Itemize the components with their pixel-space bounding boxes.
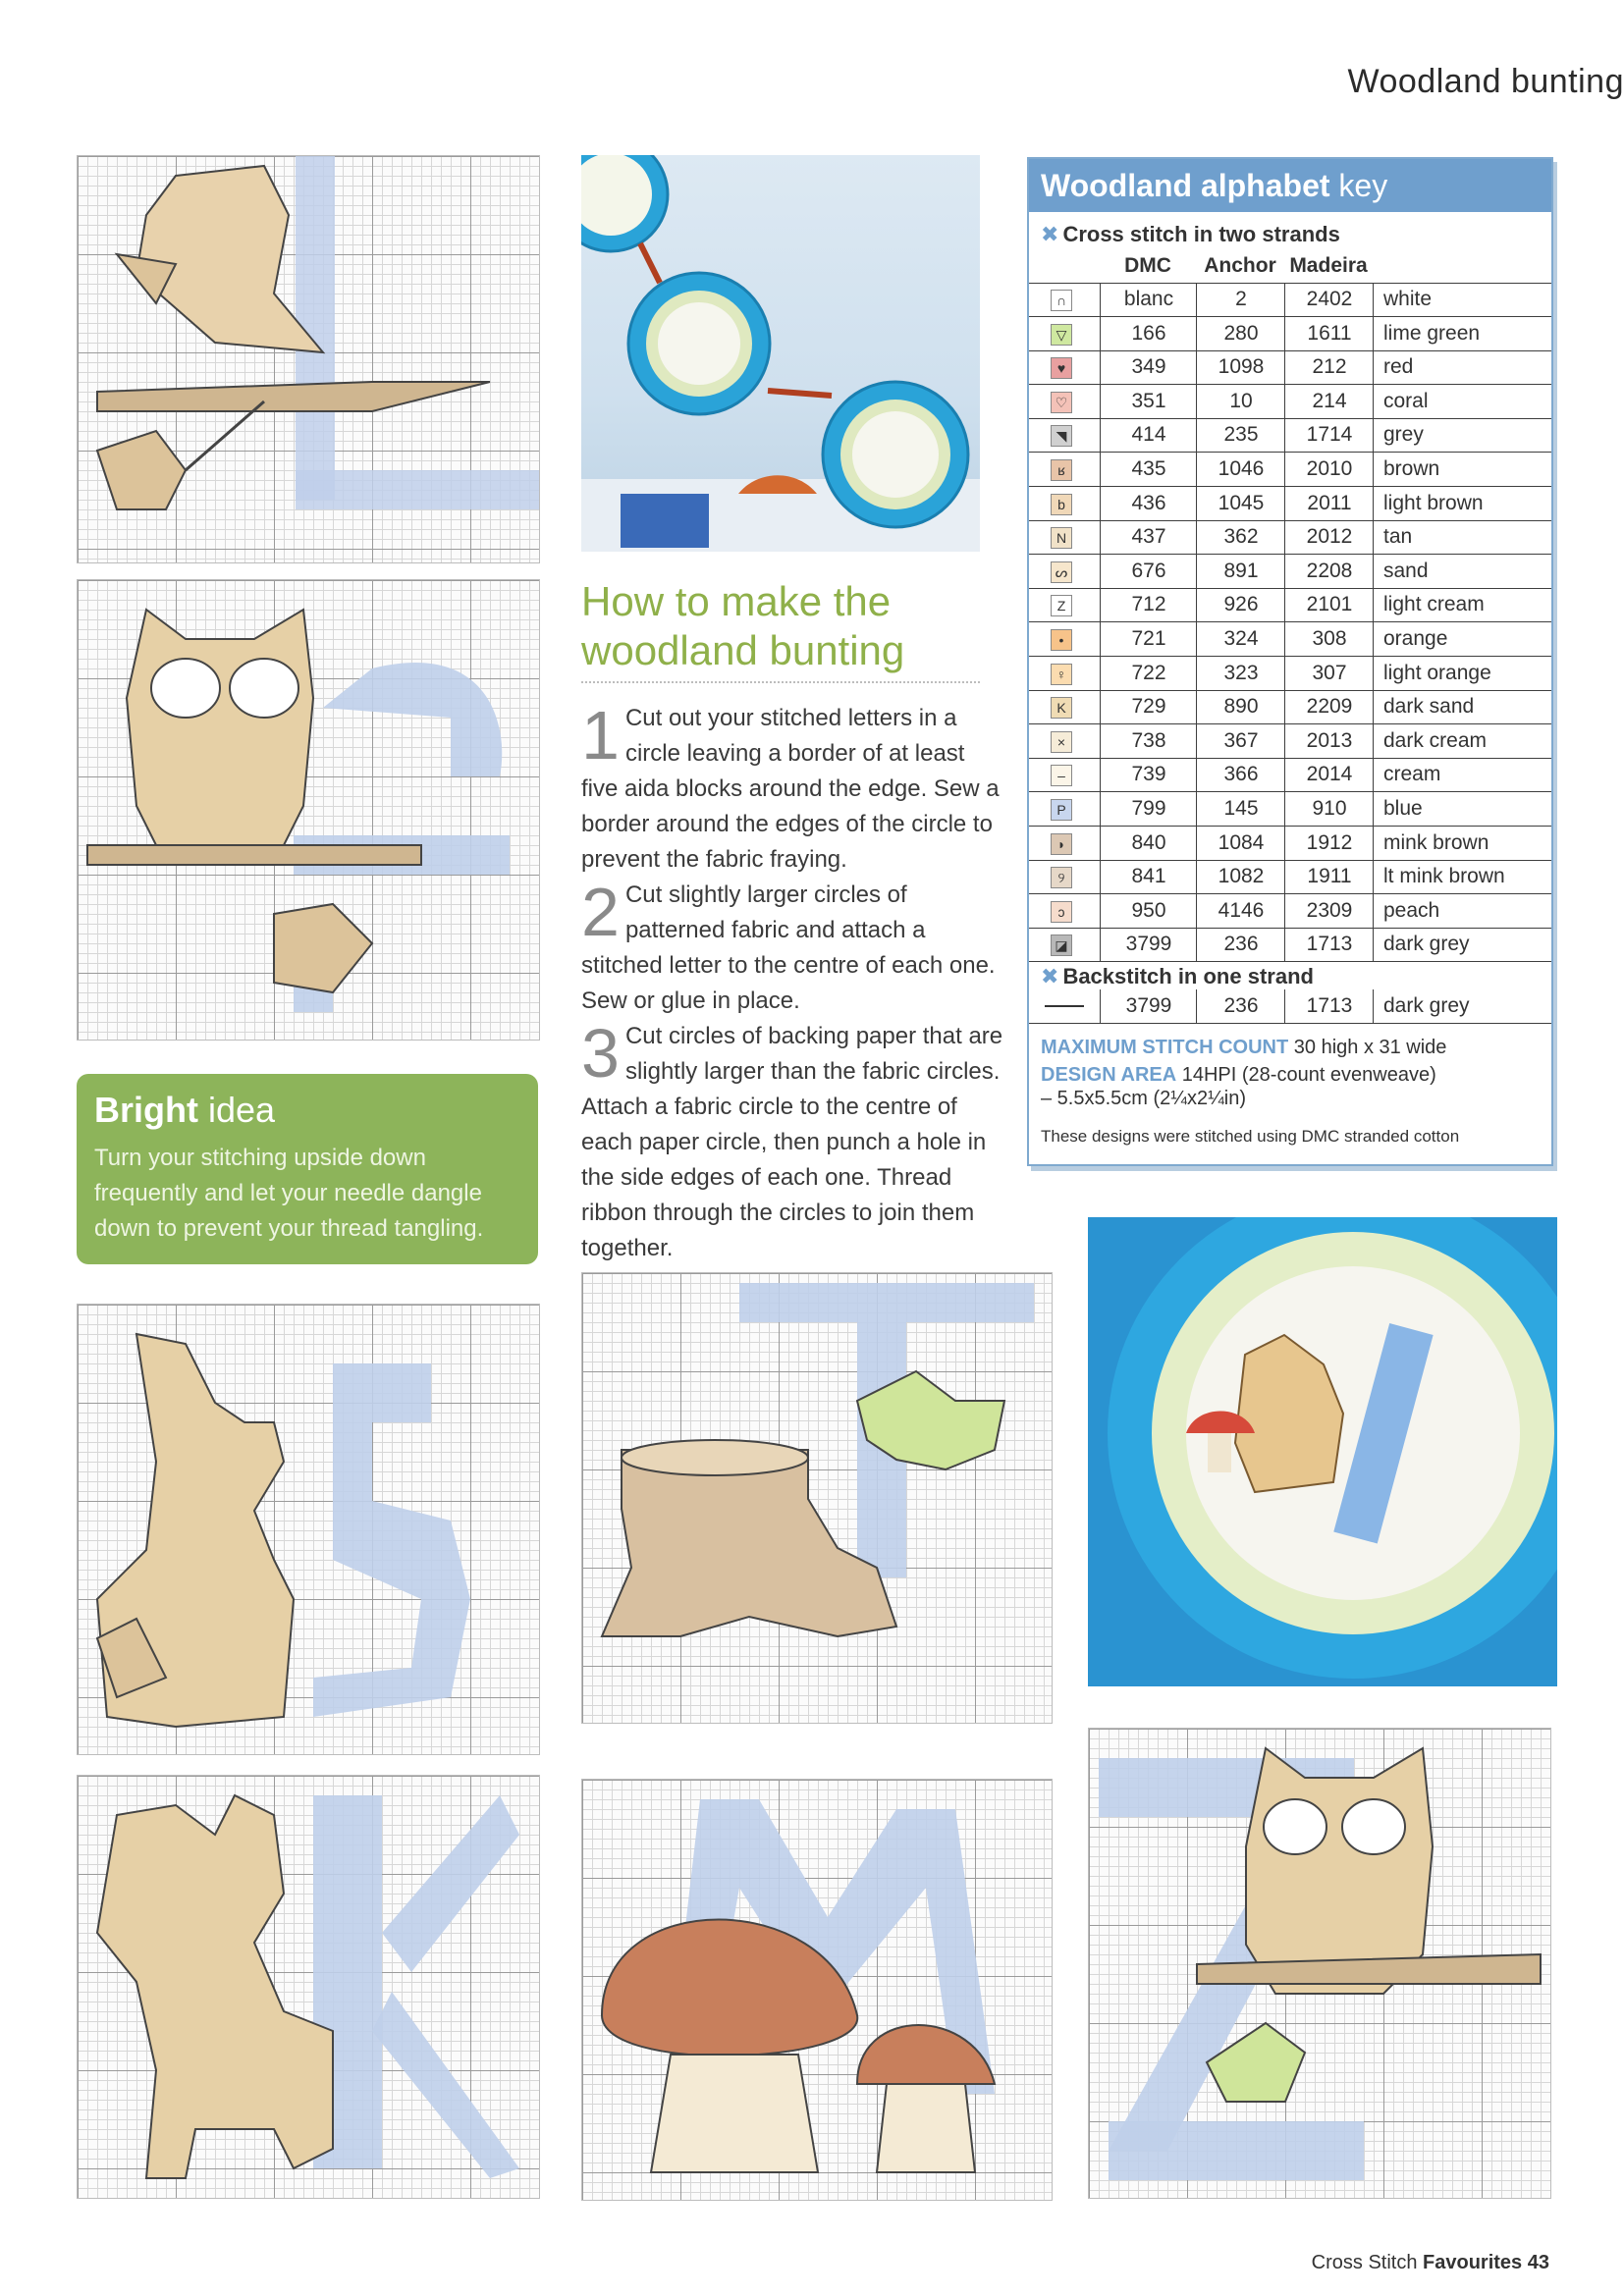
key-row: ↄ 950 4146 2309 peach bbox=[1029, 894, 1551, 929]
key-row: Z 712 926 2101 light cream bbox=[1029, 588, 1551, 622]
chart-g-motif bbox=[78, 580, 539, 1040]
chart-letter-l bbox=[77, 155, 540, 563]
thread-symbol-icon: ◗ bbox=[1051, 833, 1072, 855]
chart-k-motif bbox=[78, 1776, 539, 2198]
thread-symbol-icon: ◪ bbox=[1051, 934, 1072, 956]
bright-idea-text: Turn your stitching upside down frequently and let your needle dangle down to prevent your thread tangling. bbox=[94, 1145, 484, 1242]
key-row: ◗ 840 1084 1912 mink brown bbox=[1029, 827, 1551, 861]
bright-idea-box bbox=[77, 1074, 538, 1264]
thread-symbol-icon: – bbox=[1051, 765, 1072, 786]
thread-symbol-icon: ♀ bbox=[1051, 664, 1072, 685]
chart-letter-k bbox=[77, 1775, 540, 2199]
thread-symbol-icon: × bbox=[1051, 731, 1072, 753]
chart-m-motif bbox=[582, 1780, 1052, 2200]
bright-idea-title: Bright idea bbox=[94, 1090, 276, 1130]
thread-symbol-icon: ᔕ bbox=[1051, 561, 1072, 583]
thread-symbol-icon: ∩ bbox=[1051, 290, 1072, 311]
thread-symbol-icon: ʁ bbox=[1051, 459, 1072, 481]
thread-symbol-icon: ♡ bbox=[1051, 392, 1072, 413]
chart-letter-m bbox=[581, 1779, 1053, 2201]
thread-symbol-icon: ୨ bbox=[1051, 867, 1072, 888]
key-row: N 437 362 2012 tan bbox=[1029, 520, 1551, 555]
key-row: ᔕ 676 891 2208 sand bbox=[1029, 555, 1551, 589]
key-row: ♥ 349 1098 212 red bbox=[1029, 350, 1551, 385]
chart-letter-g bbox=[77, 579, 540, 1041]
thread-key bbox=[1027, 157, 1553, 1166]
instructions-title: How to make the woodland bunting bbox=[581, 578, 905, 673]
section-title: Woodland bunting bbox=[1347, 63, 1624, 100]
step-2: 2 Cut slightly larger circles of patterned fabric and attach a stitched letter to the centre of each one. Sew or glue in place. bbox=[581, 874, 996, 1014]
thread-symbol-icon: Z bbox=[1051, 595, 1072, 616]
thread-symbol-icon: ↄ bbox=[1051, 901, 1072, 923]
key-row: ʁ 435 1046 2010 brown bbox=[1029, 453, 1551, 487]
key-row: – 739 366 2014 cream bbox=[1029, 758, 1551, 792]
bunting-photo-art bbox=[581, 155, 980, 552]
key-row: ▽ 166 280 1611 lime green bbox=[1029, 317, 1551, 351]
key-row: ♀ 722 323 307 light orange bbox=[1029, 657, 1551, 691]
key-row: ◥ 414 235 1714 grey bbox=[1029, 418, 1551, 453]
step-3: 3 Cut circles of backing paper that are slightly larger than the fabric circles. Attach a fabric circle to the centre of each paper circle, then punch a hole in the side edges of each one. Thread ribbon through the circles to join them together. bbox=[581, 1015, 1003, 1261]
cross-stitch-label: ✖ Cross stitch in two strands bbox=[1041, 222, 1340, 246]
key-row: × 738 367 2013 dark cream bbox=[1029, 724, 1551, 759]
key-row: ♡ 351 10 214 coral bbox=[1029, 385, 1551, 419]
key-row: ∩ blanc 2 2402 white bbox=[1029, 283, 1551, 317]
bunting-photo bbox=[581, 155, 980, 552]
thread-symbol-icon: ▽ bbox=[1051, 324, 1072, 346]
design-area-size: – 5.5x5.5cm (2¼x2¼in) bbox=[1041, 1088, 1246, 1109]
thread-symbol-icon: K bbox=[1051, 697, 1072, 719]
instructions-steps bbox=[581, 697, 1003, 1266]
key-note: These designs were stitched using DMC stranded cotton bbox=[1041, 1127, 1460, 1146]
rabbit-circle-photo bbox=[1088, 1217, 1557, 1686]
step-1: 1 Cut out your stitched letters in a circle leaving a border of at least five aida blocks around the edge. Sew a border around the edges of the circle to prevent the fabric fraying. bbox=[581, 697, 1000, 873]
chart-letter-s bbox=[77, 1304, 540, 1755]
chart-z-motif bbox=[1089, 1729, 1550, 2198]
thread-symbol-icon: ♥ bbox=[1051, 357, 1072, 379]
page-footer: Cross Stitch Favourites 43 bbox=[1311, 2252, 1549, 2273]
chart-l-motif bbox=[78, 156, 539, 562]
instructions-rule bbox=[581, 681, 980, 683]
backstitch-line-icon bbox=[1045, 1005, 1084, 1007]
max-stitch-count: MAXIMUM STITCH COUNT 30 high x 31 wide bbox=[1041, 1037, 1447, 1058]
rabbit-circle-art bbox=[1088, 1217, 1557, 1686]
chart-s-motif bbox=[78, 1305, 539, 1754]
thread-symbol-icon: N bbox=[1051, 527, 1072, 549]
key-title: Woodland alphabet key bbox=[1029, 159, 1551, 212]
backstitch-row: 3799 236 1713 dark grey bbox=[1029, 989, 1551, 1024]
thread-symbol-icon: • bbox=[1051, 629, 1072, 651]
key-row: ◪ 3799 236 1713 dark grey bbox=[1029, 928, 1551, 962]
chart-t-motif bbox=[582, 1273, 1052, 1723]
thread-symbol-icon: P bbox=[1051, 799, 1072, 821]
key-row: b 436 1045 2011 light brown bbox=[1029, 487, 1551, 521]
key-row: P 799 145 910 blue bbox=[1029, 792, 1551, 827]
design-area: DESIGN AREA 14HPI (28-count evenweave) bbox=[1041, 1064, 1436, 1086]
key-header-row: DMC Anchor Madeira bbox=[1029, 249, 1551, 284]
key-row: • 721 324 308 orange bbox=[1029, 622, 1551, 657]
thread-symbol-icon: b bbox=[1051, 494, 1072, 515]
thread-symbol-icon: ◥ bbox=[1051, 425, 1072, 447]
key-row: ୨ 841 1082 1911 lt mink brown bbox=[1029, 860, 1551, 894]
chart-letter-z bbox=[1088, 1728, 1551, 2199]
backstitch-label: ✖ Backstitch in one strand bbox=[1041, 964, 1314, 988]
key-row: K 729 890 2209 dark sand bbox=[1029, 690, 1551, 724]
chart-letter-t bbox=[581, 1272, 1053, 1724]
